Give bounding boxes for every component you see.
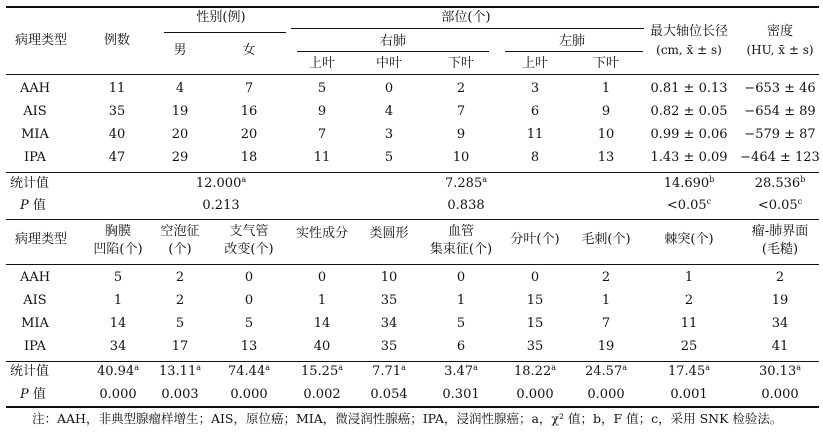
bottom-stat-value: 74.44$^a$ — [228, 363, 270, 379]
bheader-spinous: 棘突(个) — [664, 232, 714, 247]
top-stat-location: 7.285$^a$ — [445, 175, 487, 191]
top-p-label: P 值 — [20, 198, 46, 213]
top-cell-cases: 40 — [108, 127, 126, 142]
top-cell-male: 4 — [175, 81, 185, 96]
top-stat-density: 28.536$^b$ — [754, 175, 806, 191]
header-density: 密度 — [766, 24, 794, 39]
header-left-lung: 左肺 — [558, 34, 586, 49]
bheader-pleural-2: 凹陷(个) — [93, 242, 143, 257]
header-male: 男 — [173, 43, 187, 58]
top-cell-type: MIA — [21, 127, 49, 142]
bottom-cell-value: 35 — [380, 293, 398, 308]
top-stat-label: 统计值 — [10, 176, 50, 191]
top-cell-female: 7 — [244, 81, 254, 96]
bottom-p-value: 0.002 — [303, 387, 341, 402]
bottom-cell-value: 11 — [680, 316, 698, 331]
bottom-cell-value: 2 — [175, 293, 185, 308]
header-density-unit: (HU, x̄ ± s) — [746, 43, 814, 57]
top-cell-density: −579 ± 87 — [744, 127, 816, 142]
bottom-cell-type: MIA — [21, 316, 49, 331]
top-cell-diameter: 1.43 ± 0.09 — [650, 150, 728, 165]
bottom-cell-value: 19 — [771, 293, 789, 308]
top-stat-diameter: 14.690$^b$ — [663, 175, 715, 191]
top-cell-density: −464 ± 123 — [740, 150, 820, 165]
top-cell-rm: 5 — [384, 150, 394, 165]
bottom-stat-label: 统计值 — [10, 364, 50, 379]
bottom-cell-value: 2 — [775, 270, 785, 285]
top-cell-lu: 8 — [530, 150, 540, 165]
header-right-middle: 中叶 — [375, 56, 403, 71]
top-cell-ll: 13 — [597, 150, 615, 165]
bottom-stat-value: 3.47$^a$ — [444, 363, 478, 379]
bottom-cell-value: 2 — [684, 293, 694, 308]
top-cell-rl: 10 — [452, 150, 470, 165]
top-p-diameter: <0.05$^c$ — [666, 197, 712, 213]
bottom-p-value: 0.000 — [516, 387, 554, 402]
bottom-cell-value: 1 — [601, 293, 611, 308]
top-cell-ru: 9 — [317, 104, 327, 119]
bottom-cell-value: 40 — [313, 339, 331, 354]
top-cell-lu: 3 — [530, 81, 540, 96]
top-cell-rl: 9 — [456, 127, 466, 142]
bottom-cell-value: 35 — [380, 339, 398, 354]
bottom-stat-value: 24.57$^a$ — [585, 363, 627, 379]
top-p-location: 0.838 — [447, 198, 485, 213]
top-cell-cases: 11 — [108, 81, 126, 96]
header-location: 部位(个) — [441, 10, 491, 25]
bottom-stat-value: 7.71$^a$ — [372, 363, 406, 379]
top-cell-male: 29 — [171, 150, 189, 165]
top-cell-female: 18 — [240, 150, 258, 165]
top-body-rule — [6, 172, 819, 173]
header-max-diameter-unit: (cm, x̄ ± s) — [656, 43, 722, 57]
bottom-body-rule — [6, 361, 819, 362]
bottom-p-value: 0.054 — [370, 387, 408, 402]
top-p-sex: 0.213 — [202, 198, 240, 213]
top-cell-type: IPA — [23, 150, 47, 165]
top-cell-rl: 7 — [456, 104, 466, 119]
right-lung-underline — [297, 51, 489, 52]
header-max-diameter: 最大轴位长径 — [649, 24, 729, 39]
bheader-interface-2: (毛糙) — [761, 242, 799, 257]
bottom-p-value: 0.000 — [587, 387, 625, 402]
bottom-cell-type: AAH — [19, 270, 51, 285]
top-cell-ru: 11 — [313, 150, 331, 165]
bottom-cell-value: 1 — [317, 293, 327, 308]
top-cell-rm: 0 — [384, 81, 394, 96]
bottom-cell-value: 13 — [240, 339, 258, 354]
top-cell-ll: 1 — [601, 81, 611, 96]
bottom-cell-type: AIS — [23, 293, 47, 308]
bheader-solid: 实性成分 — [295, 226, 349, 241]
bottom-cell-value: 2 — [601, 270, 611, 285]
header-pathology-type: 病理类型 — [14, 33, 68, 48]
bheader-vessel-1: 血管 — [447, 224, 475, 239]
top-cell-male: 20 — [171, 127, 189, 142]
bottom-rule — [6, 406, 819, 408]
table-note: 注：AAH，非典型腺瘤样增生；AIS，原位癌；MIA，微浸润性腺癌；IPA，浸润性腺癌；a，χ² 值；b，F 值；c，采用 SNK 检验法。 — [32, 411, 783, 426]
left-lung-underline — [505, 51, 643, 52]
bottom-cell-value: 1 — [113, 293, 123, 308]
top-cell-lu: 11 — [526, 127, 544, 142]
top-cell-rm: 4 — [384, 104, 394, 119]
bottom-cell-value: 15 — [526, 316, 544, 331]
bheader-pleural-1: 胸膜 — [104, 224, 132, 239]
bottom-stat-value: 13.11$^a$ — [159, 363, 201, 379]
bottom-p-value: 0.000 — [99, 387, 137, 402]
bottom-p-value: 0.003 — [161, 387, 199, 402]
top-cell-cases: 47 — [108, 150, 126, 165]
header-right-lung: 右肺 — [379, 34, 407, 49]
bottom-cell-value: 5 — [113, 270, 123, 285]
top-cell-ru: 7 — [317, 127, 327, 142]
bottom-stat-value: 15.25$^a$ — [301, 363, 343, 379]
bheader-vessel-2: 集束征(个) — [429, 242, 493, 257]
top-cell-lu: 6 — [530, 104, 540, 119]
bottom-cell-value: 17 — [171, 339, 189, 354]
top-stat-sex: 12.000$^a$ — [195, 175, 247, 191]
bheader-lobulation: 分叶(个) — [510, 232, 560, 247]
bottom-stat-value: 40.94$^a$ — [97, 363, 139, 379]
header-left-upper: 上叶 — [521, 56, 549, 71]
bottom-stat-value: 30.13$^a$ — [759, 363, 801, 379]
top-cell-female: 16 — [240, 104, 258, 119]
bottom-cell-value: 14 — [109, 316, 127, 331]
header-sex: 性别(例) — [196, 10, 246, 25]
top-cell-rl: 2 — [456, 81, 466, 96]
top-cell-ru: 5 — [317, 81, 327, 96]
bottom-p-value: 0.001 — [670, 387, 708, 402]
bottom-cell-value: 19 — [597, 339, 615, 354]
bottom-cell-value: 0 — [456, 270, 466, 285]
bottom-cell-value: 7 — [601, 316, 611, 331]
top-header-rule — [6, 74, 819, 75]
bottom-stat-value: 17.45$^a$ — [668, 363, 710, 379]
top-cell-male: 19 — [171, 104, 189, 119]
top-p-density: <0.05$^c$ — [757, 197, 803, 213]
bottom-cell-value: 1 — [456, 293, 466, 308]
bheader-vacuole-1: 空泡征 — [160, 224, 200, 239]
bottom-cell-value: 6 — [456, 339, 466, 354]
top-cell-density: −653 ± 46 — [744, 81, 816, 96]
bottom-top-rule — [6, 219, 819, 220]
top-rule — [6, 6, 819, 8]
sex-underline — [164, 32, 286, 33]
bheader-pathology-type: 病理类型 — [14, 232, 68, 247]
header-right-upper: 上叶 — [308, 56, 336, 71]
bottom-stat-value: 18.22$^a$ — [514, 363, 556, 379]
bottom-cell-value: 0 — [244, 293, 254, 308]
bottom-cell-value: 25 — [680, 339, 698, 354]
bottom-p-value: 0.000 — [761, 387, 799, 402]
bheader-bronchus-2: 改变(个) — [224, 242, 274, 257]
bottom-cell-value: 0 — [317, 270, 327, 285]
bheader-vacuole-2: (个) — [168, 242, 192, 257]
top-cell-ll: 9 — [601, 104, 611, 119]
bottom-cell-type: IPA — [23, 339, 47, 354]
top-cell-ll: 10 — [597, 127, 615, 142]
bottom-cell-value: 0 — [244, 270, 254, 285]
top-cell-cases: 35 — [108, 104, 126, 119]
header-female: 女 — [242, 43, 256, 58]
bottom-cell-value: 0 — [530, 270, 540, 285]
bottom-p-label: P 值 — [20, 387, 46, 402]
bottom-cell-value: 34 — [771, 316, 789, 331]
top-cell-female: 20 — [240, 127, 258, 142]
bottom-cell-value: 5 — [175, 316, 185, 331]
bottom-cell-value: 1 — [684, 270, 694, 285]
bottom-cell-value: 34 — [380, 316, 398, 331]
bottom-p-value: 0.000 — [230, 387, 268, 402]
bottom-cell-value: 10 — [380, 270, 398, 285]
bottom-cell-value: 5 — [456, 316, 466, 331]
bottom-p-value: 0.301 — [442, 387, 480, 402]
location-underline — [291, 28, 644, 29]
bheader-interface-1: 瘤-肺界面 — [751, 224, 809, 239]
top-cell-rm: 3 — [384, 127, 394, 142]
top-cell-diameter: 0.81 ± 0.13 — [650, 81, 728, 96]
bottom-cell-value: 14 — [313, 316, 331, 331]
bottom-cell-value: 2 — [175, 270, 185, 285]
top-cell-type: AIS — [23, 104, 47, 119]
top-cell-type: AAH — [19, 81, 51, 96]
header-cases: 例数 — [103, 33, 131, 48]
bheader-bronchus-1: 支气管 — [229, 224, 269, 239]
top-cell-diameter: 0.82 ± 0.05 — [650, 104, 728, 119]
bottom-cell-value: 5 — [244, 316, 254, 331]
header-left-lower: 下叶 — [592, 56, 620, 71]
top-cell-density: −654 ± 89 — [744, 104, 816, 119]
bheader-spiculation: 毛刺(个) — [581, 232, 631, 247]
header-right-lower: 下叶 — [447, 56, 475, 71]
bottom-cell-value: 34 — [109, 339, 127, 354]
top-cell-diameter: 0.99 ± 0.06 — [650, 127, 728, 142]
bottom-cell-value: 35 — [526, 339, 544, 354]
bottom-cell-value: 15 — [526, 293, 544, 308]
bottom-cell-value: 41 — [771, 339, 789, 354]
bheader-round: 类圆形 — [369, 226, 409, 241]
bottom-header-rule — [6, 264, 819, 265]
